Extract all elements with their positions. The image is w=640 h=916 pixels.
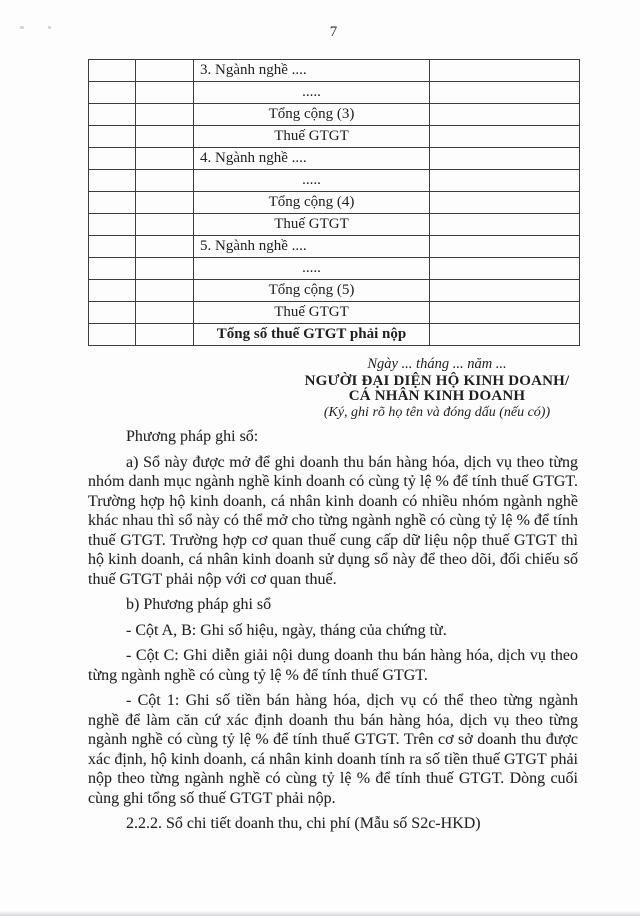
empty-cell (89, 82, 136, 104)
scan-bottom-edge (0, 911, 640, 916)
empty-cell (430, 192, 580, 214)
signature-date-line: Ngày ... tháng ... năm ... (367, 356, 507, 372)
paragraph-b-heading: b) Phương pháp ghi sổ (126, 596, 272, 613)
empty-cell (136, 302, 194, 324)
empty-cell (89, 214, 136, 236)
empty-cell (136, 192, 194, 214)
table-row (89, 214, 580, 236)
empty-cell (430, 280, 580, 302)
empty-cell (89, 126, 136, 148)
row-label-cell: 3. Ngành nghề .... (194, 60, 430, 82)
empty-cell (136, 280, 194, 302)
paragraph-col-1: - Cột 1: Ghi số tiền bán hàng hóa, dịch vụ có thể theo từng ngành nghề để làm căn cứ xác định doanh thu bán hàng hóa, dịch vụ theo từng ngành nghề có cùng tỷ lệ % để tính thuế GTGT. Trên cơ sở doanh thu được xác định, hộ kinh doanh, cá nhân kinh doanh tính ra số tiền thuế GTGT phải nộp theo từng ngành nghề có cùng tỷ lệ % để tính thuế GTGT. Dòng cuối cùng ghi tổng số thuế GTGT phải nộp. (88, 692, 578, 807)
empty-cell (430, 324, 580, 346)
empty-cell (89, 280, 136, 302)
table-row (89, 104, 580, 126)
empty-cell (430, 302, 580, 324)
scan-speck (48, 26, 51, 29)
empty-cell (89, 236, 136, 258)
body-text (88, 427, 578, 840)
signature-role-line-2: CÁ NHÂN KINH DOANH (348, 388, 526, 404)
row-label-cell: 5. Ngành nghề .... (194, 236, 430, 258)
empty-cell (136, 60, 194, 82)
empty-cell (430, 170, 580, 192)
row-label-cell: ..... (194, 170, 430, 192)
paragraph-col-ab: - Cột A, B: Ghi số hiệu, ngày, tháng của chứng từ. (126, 621, 447, 639)
row-label-cell: Tổng cộng (4) (194, 192, 430, 214)
empty-cell (136, 104, 194, 126)
empty-cell (136, 82, 194, 104)
row-label-cell: ..... (194, 82, 430, 104)
row-label-cell: Thuế GTGT (194, 126, 430, 148)
empty-cell (136, 324, 194, 346)
signature-block (296, 357, 578, 420)
row-label-cell: 4. Ngành nghề .... (194, 148, 430, 170)
empty-cell (430, 148, 580, 170)
empty-cell (136, 170, 194, 192)
empty-cell (89, 192, 136, 214)
table-row (89, 148, 580, 170)
signature-instruction: (Ký, ghi rõ họ tên và đóng dấu (nếu có)) (323, 405, 551, 420)
paragraph-method-heading: Phương pháp ghi sổ: (126, 428, 259, 445)
gtgt-summary-table (88, 59, 580, 346)
table-row (89, 280, 580, 302)
empty-cell (430, 126, 580, 148)
empty-cell (136, 126, 194, 148)
empty-cell (89, 104, 136, 126)
table-row (89, 82, 580, 104)
paragraph-section-2-2-2: 2.2.2. Sổ chi tiết doanh thu, chi phí (Mẫu số S2c-HKD) (126, 815, 481, 832)
row-label-cell: Tổng cộng (3) (194, 104, 430, 126)
table-row (89, 258, 580, 280)
table-row (89, 302, 580, 324)
signature-role-line-1: NGƯỜI ĐẠI DIỆN HỘ KINH DOANH/ (304, 373, 570, 389)
empty-cell (430, 236, 580, 258)
row-label-cell: Tổng cộng (5) (194, 280, 430, 302)
row-label-cell: Tổng số thuế GTGT phải nộp (194, 324, 430, 346)
table-row-total (89, 324, 580, 346)
empty-cell (89, 324, 136, 346)
table-row (89, 192, 580, 214)
empty-cell (89, 258, 136, 280)
row-label-cell: ..... (194, 258, 430, 280)
page-number: 7 (329, 24, 338, 40)
scan-speck (20, 26, 24, 29)
table-row (89, 60, 580, 82)
row-label-cell: Thuế GTGT (194, 214, 430, 236)
empty-cell (430, 214, 580, 236)
empty-cell (89, 302, 136, 324)
table-row (89, 170, 580, 192)
empty-cell (136, 148, 194, 170)
paragraph-a: a) Sổ này được mở để ghi doanh thu bán hàng hóa, dịch vụ theo từng nhóm danh mục ngành nghề kinh doanh có cùng tỷ lệ % để tính thuế GTGT. Trường hợp hộ kinh doanh, cá nhân kinh doanh có nhiều nhóm ngành nghề khác nhau thì sổ này có thể mở cho từng ngành nghề có cùng tỷ lệ % để tính thuế GTGT. Trường hợp cơ quan thuế cung cấp dữ liệu nộp thuế GTGT thì hộ kinh doanh, cá nhân kinh doanh sử dụng sổ này để theo dõi, đối chiếu số thuế GTGT phải nộp với cơ quan thuế. (88, 453, 578, 588)
empty-cell (136, 236, 194, 258)
empty-cell (89, 148, 136, 170)
empty-cell (430, 60, 580, 82)
table-row (89, 236, 580, 258)
empty-cell (136, 214, 194, 236)
empty-cell (89, 60, 136, 82)
empty-cell (430, 258, 580, 280)
empty-cell (89, 170, 136, 192)
empty-cell (430, 104, 580, 126)
row-label-cell: Thuế GTGT (194, 302, 430, 324)
empty-cell (430, 82, 580, 104)
paragraph-col-c: - Cột C: Ghi diễn giải nội dung doanh thu bán hàng hóa, dịch vụ theo từng ngành nghề có cùng tỷ lệ % để tính thuế GTGT. (88, 647, 578, 684)
empty-cell (136, 258, 194, 280)
table-row (89, 126, 580, 148)
